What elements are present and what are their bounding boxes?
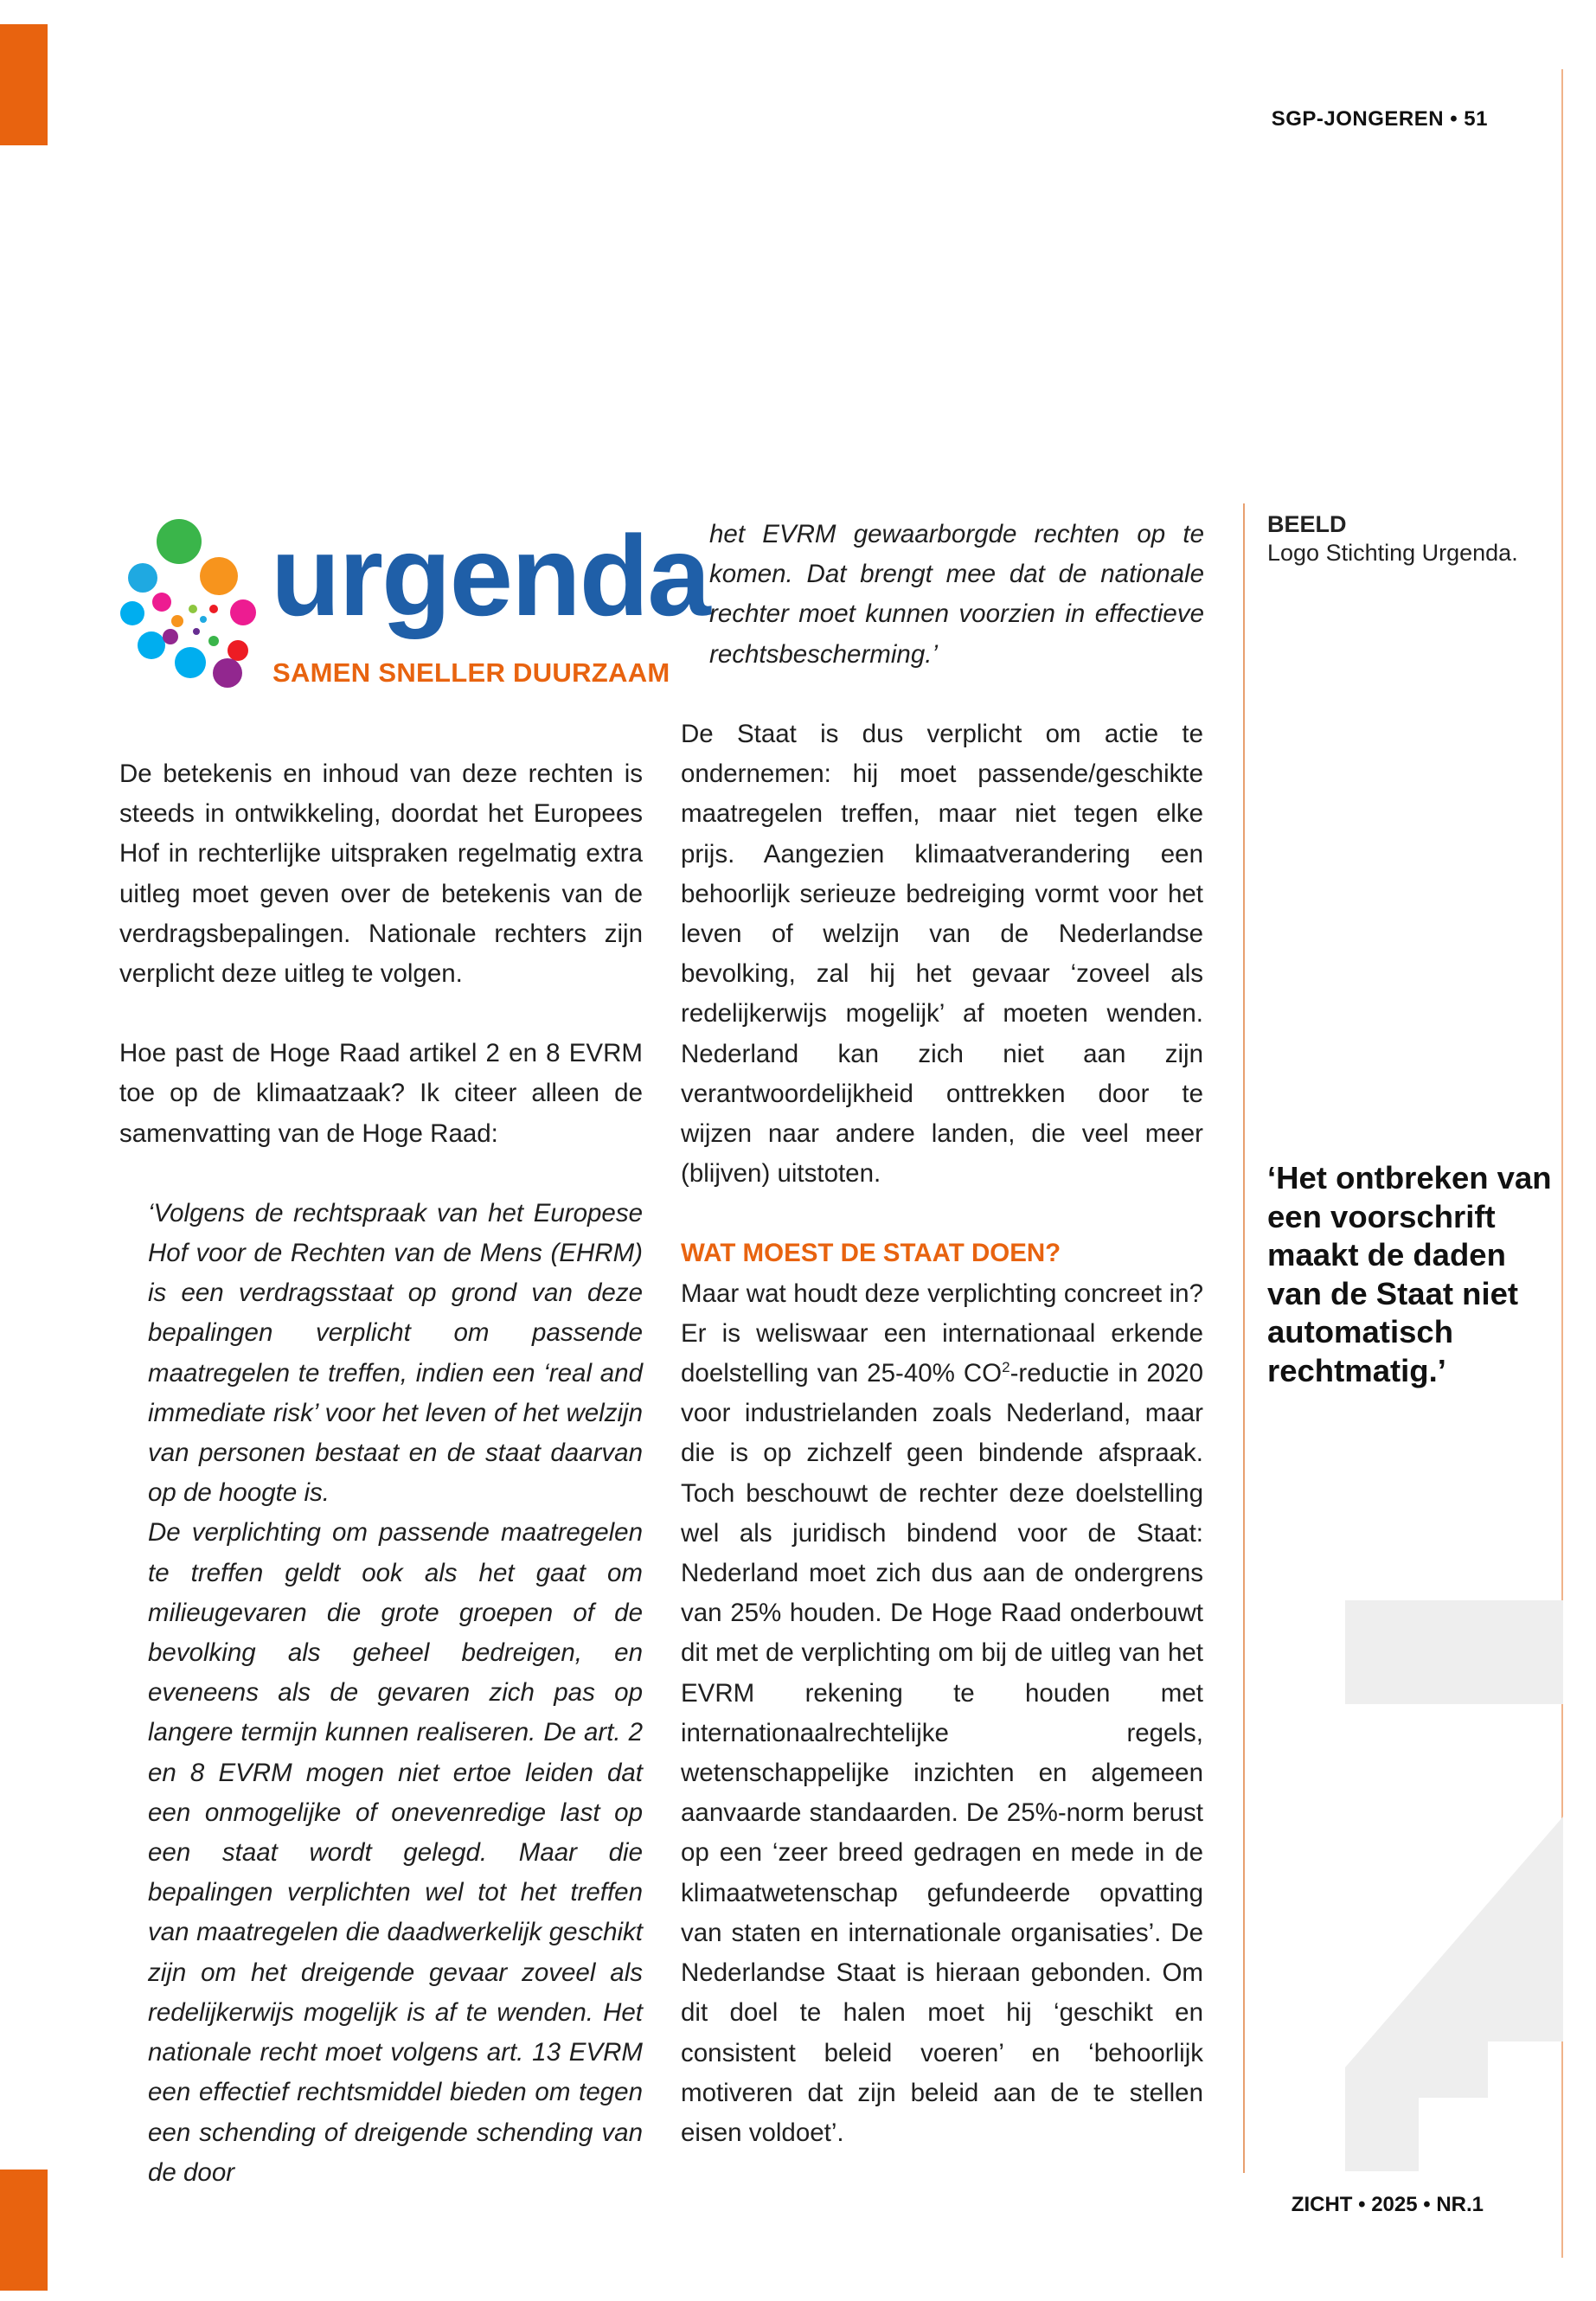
logo-tagline: SAMEN SNELLER DUURZAAM: [272, 657, 670, 688]
quote-continuation: het EVRM gewaarborgde rechten op te komen. Dat brengt mee dat de nationale rechter moet kunnen voorzien in effectieve rechtsbescherming.’: [709, 520, 1204, 669]
image-caption: [1267, 510, 1527, 567]
paragraph: Maar wat houdt deze verplichting concreet in? Er is weliswaar een internationaal erkende doelstelling van 25-40% $CO^2$-reductie in 2020 voor industrielanden zoals Nederland, maar die is op zichzelf geen bindende afspraak. Toch beschouwt de rechter deze doelstelling wel als juridisch bindend voor de Staat: Nederland moet zich dus aan de ondergrens van 25% houden. De Hoge Raad onderbouwt dit met de verplichting om bij de uitleg van het EVRM rekening te houden met internationaalrechtelijke regels, wetenschappelijke inzichten en algemeen aanvaarde standaarden. De 25%-norm berust op een ‘zeer breed gedragen en mede in de klimaatwetenschap gefundeerde opvatting van staten en internationale organisaties’. De Nederlandse Staat is hieraan gebonden. Om dit doel te halen moet hij ‘geschikt en consistent beleid voeren’ en ‘behoorlijk motiveren dat zijn beleid aan de te stellen eisen voldoet’.: [681, 1279, 1203, 2147]
running-foot: ZICHT • 2025 • NR.1: [1291, 2193, 1484, 2216]
pull-quote: ‘Het ontbreken van een voorschrift maakt de daden van de Staat niet automatisch rechtmatig.’: [1267, 1160, 1552, 1388]
caption-text: Logo Stichting Urgenda.: [1267, 540, 1518, 566]
decor-diagonal: [1345, 1817, 1563, 2171]
urgenda-logo: [117, 512, 709, 693]
court-quote: [148, 1194, 643, 2193]
dots-icon: [117, 516, 272, 693]
decor-bar: [1345, 1600, 1563, 1704]
running-head: SGP-JONGEREN • 51: [1271, 107, 1488, 131]
caption-label: BEELD: [1267, 511, 1347, 537]
paragraph: De Staat is dus verplicht om actie te ondernemen: hij moet passende/geschikte maatregelen treffen, maar niet tegen elke prijs. Aangezien klimaatverandering een behoorlijk serieuze bedreiging vormt voor het leven of welzijn van de Nederlandse bevolking, zal hij het gevaar ‘zoveel als redelijkerwijs mogelijk’ af moeten wenden. Nederland kan zich niet aan zijn verantwoordelijkheid onttrekken door te wijzen naar andere landen, die veel meer (blijven) uitstoten.: [681, 720, 1203, 1189]
logo-wordmark: urgenda: [271, 512, 709, 639]
paragraph: Hoe past de Hoge Raad artikel 2 en 8 EVRM toe op de klimaatzaak? Ik citeer alleen de samenvatting van de Hoge Raad:: [119, 1039, 643, 1148]
paragraph: De betekenis en inhoud van deze rechten is steeds in ontwikkeling, doordat het Europees Hof in rechterlijke uitspraken regelmatig extra uitleg moet geven over de betekenis van de verdragsbepalingen. Nationale rechters zijn verplicht deze uitleg te volgen.: [119, 760, 643, 989]
quote-paragraph: ‘Volgens de rechtspraak van het Europese Hof voor de Rechten van de Mens (EHRM) is een verdragsstaat op grond van deze bepalingen verplicht om passende maatregelen te treffen, indien een ‘real and immediate risk’ voor het leven of het welzijn van personen bestaat en de staat daarvan op de hoogte is.: [148, 1198, 643, 1508]
column-left: [119, 754, 643, 2193]
column-middle: [681, 715, 1203, 2193]
section-heading: WAT MOEST DE STAAT DOEN?: [681, 1239, 1061, 1268]
quote-paragraph: De verplichting om passende maatregelen te treffen geldt ook als het gaat om milieugevaren die grote groepen of de bevolking als geheel bedreigen, en eveneens als de gevaren zich pas op langere termijn kunnen realiseren. De art. 2 en 8 EVRM mogen niet ertoe leiden dat een onmogelijke of onevenredige last op een staat wordt gelegd. Maar die bepalingen verplichten wel tot het treffen van maatregelen die daadwerkelijk geschikt zijn om het dreigende gevaar zoveel als redelijkerwijs mogelijk is af te wenden. Het nationale recht moet volgens art. 13 EVRM een effectief rechtsmiddel bieden om tegen een schending of dreigende schending van de door: [148, 1518, 643, 2187]
